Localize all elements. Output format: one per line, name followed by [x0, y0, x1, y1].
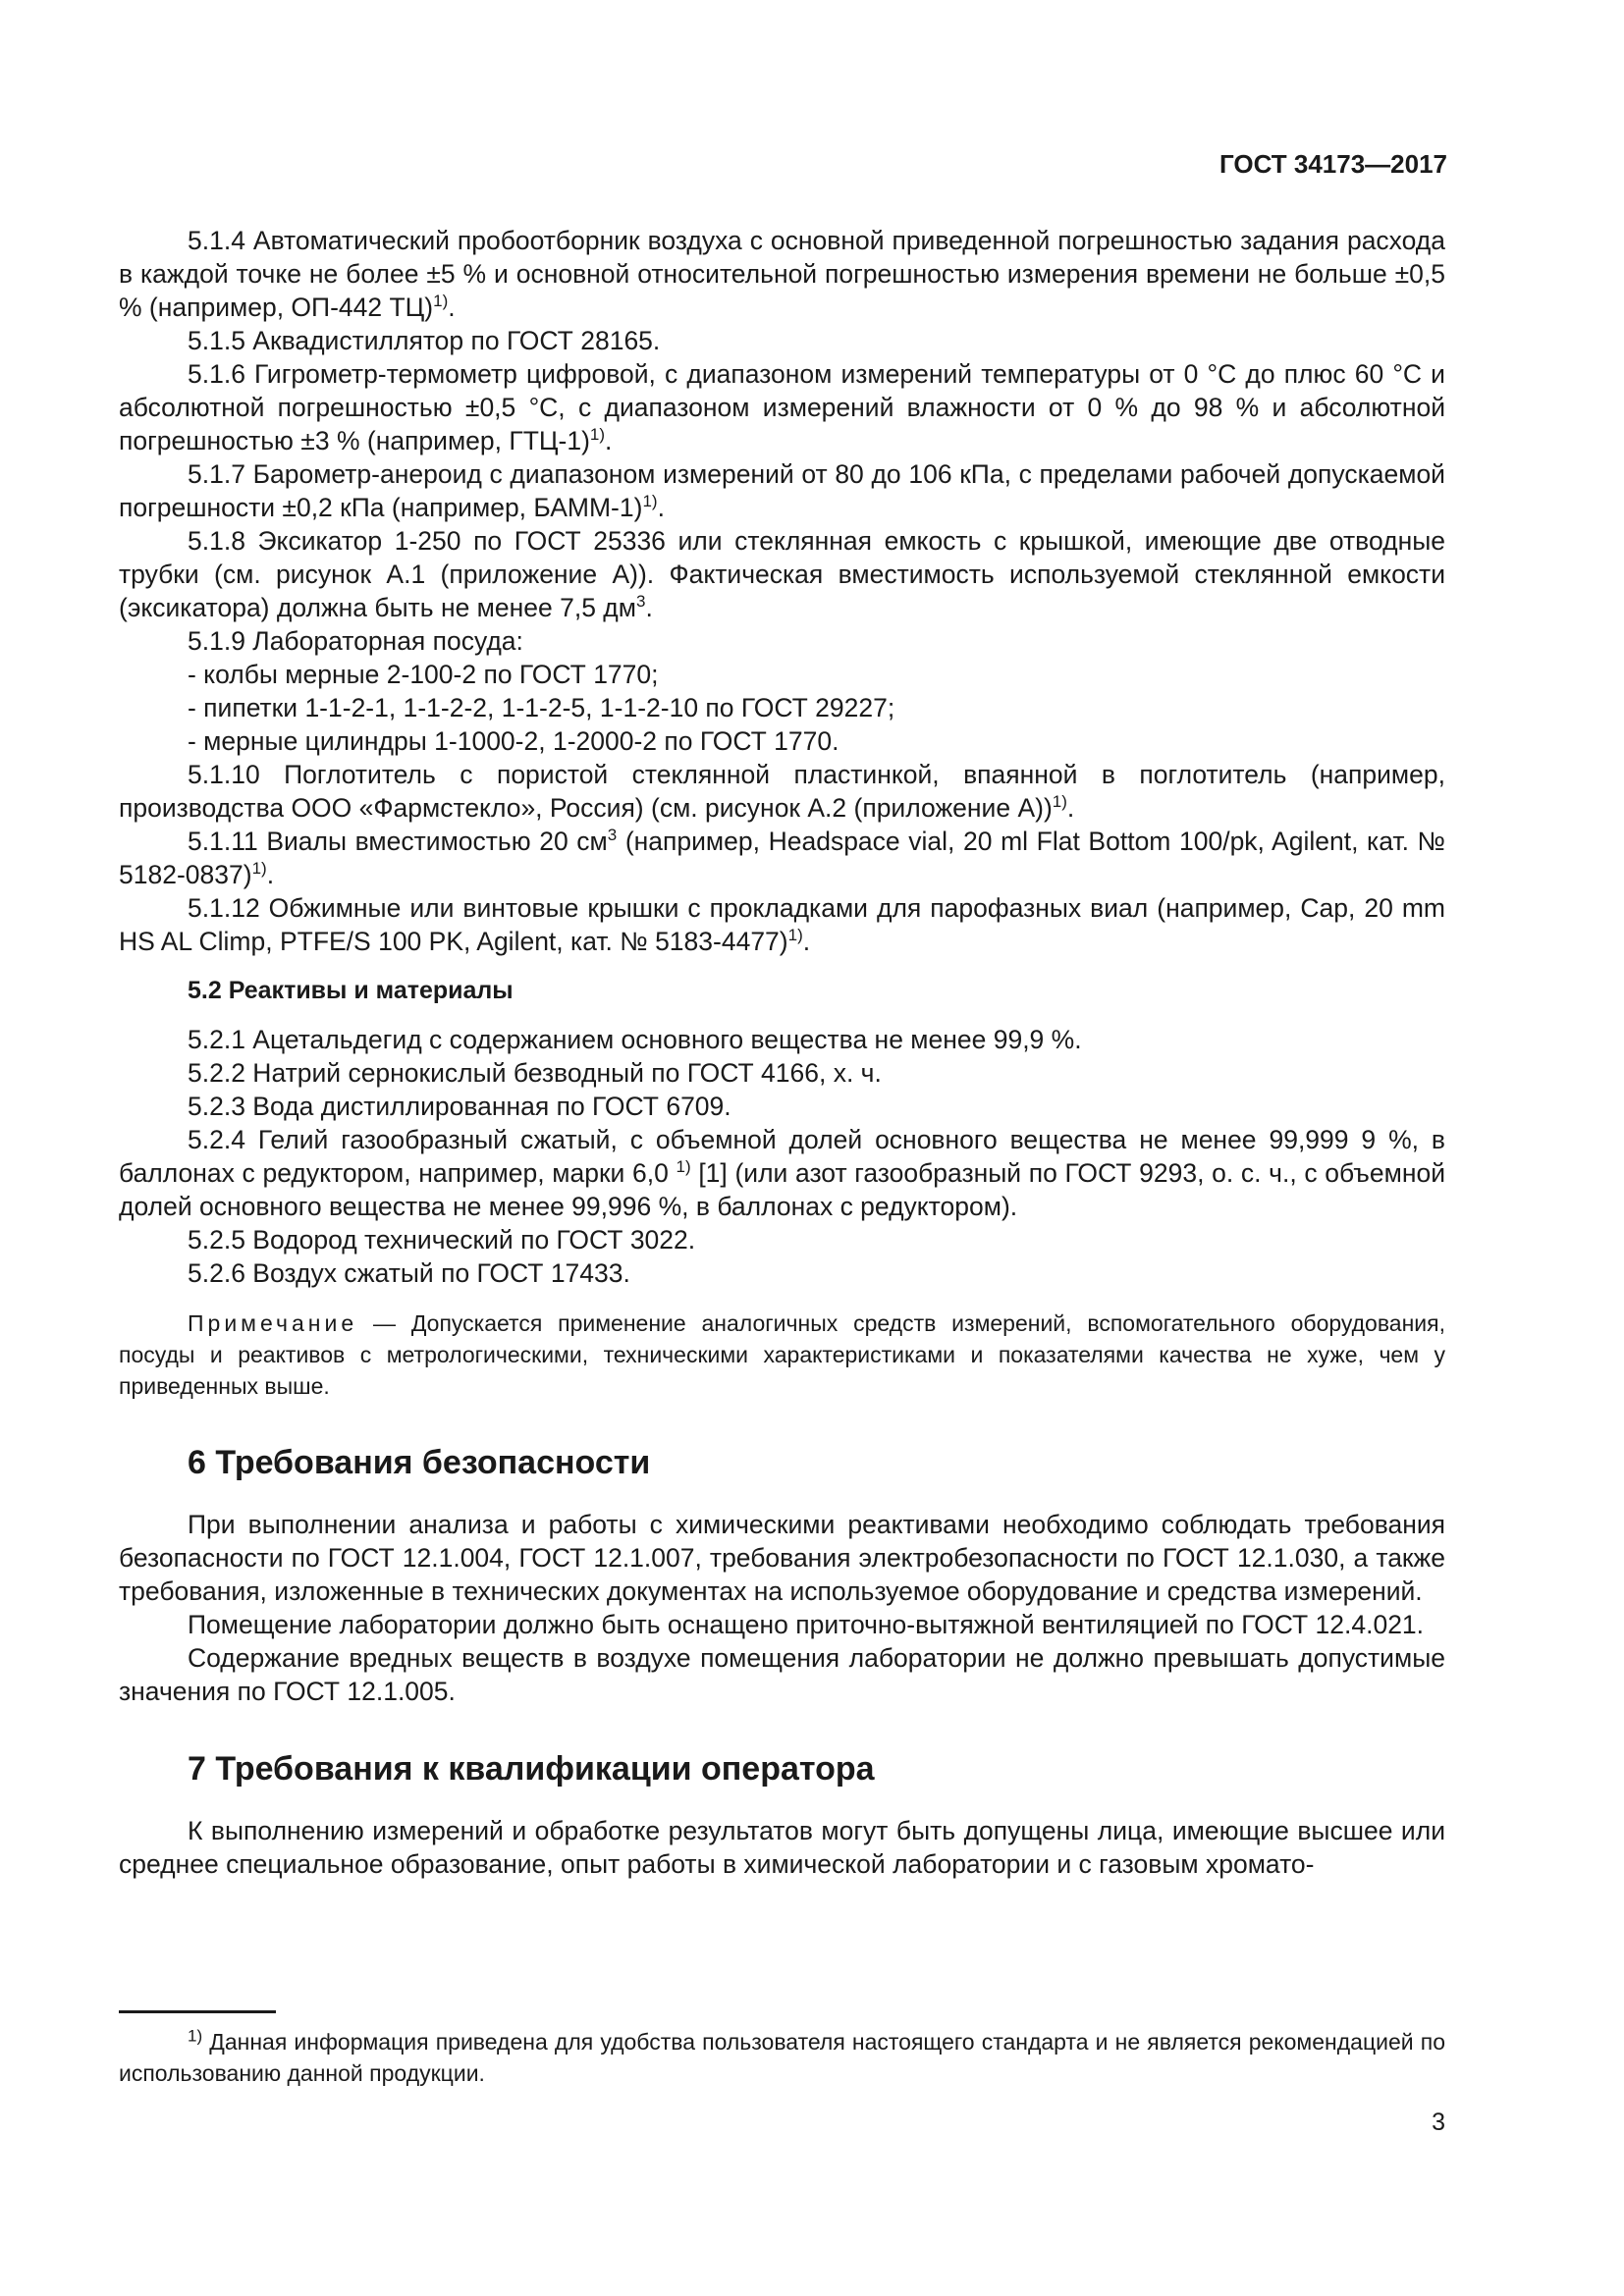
footnote — [119, 2026, 1445, 2089]
section-title-7: 7 Требования к квалификации оператора — [188, 1750, 875, 1788]
footnote-ref: 1) — [589, 425, 606, 445]
paragraph-5-1-5: 5.1.5 Аквадистиллятор по ГОСТ 28165. — [188, 326, 661, 355]
subsection-title-5-2: 5.2 Реактивы и материалы — [188, 977, 514, 1004]
document-body — [119, 224, 1445, 1881]
page-number: 3 — [1432, 2109, 1445, 2136]
list-item: - колбы мерные 2-100-2 по ГОСТ 1770; — [188, 660, 659, 689]
paragraph-5-1-12: 5.1.12 Обжимные или винтовые крышки с прокладками для парофазных виал (например, Cap, 20 mm HS AL Climp, PTFE/S 100 PK, Agilent, кат. № 5183-4477)$^{1)}$. — [119, 893, 1445, 956]
footnote-ref: 1) — [1052, 792, 1067, 812]
section-title-6: 6 Требования безопасности — [188, 1444, 651, 1481]
paragraph-5-1-6: 5.1.6 Гигрометр-термометр цифровой, с диапазоном измерений температуры от 0 °C до плюс 60 °C и абсолютной погрешностью ±0,5 °C, с диапазоном измерений влажности от 0 % до 98 % и абсолютной погрешностью ±3 % (например, ГТЦ-1)$^{1)}$. — [119, 359, 1445, 455]
paragraph-5-1-11: 5.1.11 Виалы вместимостью 20 $см^3$ (например, Headspace vial, 20 ml Flat Bottom 100/pk, Agilent, кат. № 5182-0837)$^{1)}$. — [119, 826, 1445, 889]
paragraph-5-1-9: 5.1.9 Лабораторная посуда: — [188, 626, 523, 656]
paragraph-5-2-1: 5.2.1 Ацетальдегид с содержанием основного вещества не менее 99,9 %. — [188, 1025, 1082, 1054]
paragraph-5-2-2: 5.2.2 Натрий сернокислый безводный по ГОСТ 4166, х. ч. — [188, 1058, 882, 1088]
footnote-text: Данная информация приведена для удобства пользователя настоящего стандарта и не является рекомендацией по использованию данной продукции. — [119, 2029, 1445, 2086]
footnote-ref: 1) — [642, 492, 658, 511]
paragraph-7-1: К выполнению измерений и обработке результатов могут быть допущены лица, имеющие высшее или среднее специальное образование, опыт работы в химической лаборатории и с газовым хромато- — [119, 1816, 1445, 1879]
footnote-ref: 1) — [787, 926, 803, 945]
paragraph-5-1-4: 5.1.4 Автоматический пробоотборник воздуха с основной приведенной погрешностью задания расхода в каждой точке не более ±5 % и основной относительной погрешностью измерения времени не больше ±0,5 % (например, ОП-442 ТЦ)$^{1)}$. — [119, 226, 1445, 322]
note-label: Примечание — [188, 1310, 358, 1336]
document-header: ГОСТ 34173—2017 — [1219, 149, 1447, 179]
paragraph-5-2-4: 5.2.4 Гелий газообразный сжатый, с объемной долей основного вещества не менее 99,999 9 %, в баллонах с редуктором, например, марки 6,0 $^{1)}$ [1] (или азот газообразный по ГОСТ 9293, о. с. ч., с объемной долей основного вещества не менее 99,996 %, в баллонах с редуктором). — [119, 1125, 1445, 1221]
paragraph-5-1-10: 5.1.10 Поглотитель с пористой стеклянной пластинкой, впаянной в поглотитель (например, производства ООО «Фармстекло», Россия) (см. рисунок А.2 (приложение А))$^{1)}$. — [119, 760, 1445, 823]
paragraph-5-1-7: 5.1.7 Барометр-анероид с диапазоном измерений от 80 до 106 кПа, с пределами рабочей допускаемой погрешности ±0,2 кПа (например, БАММ-1)$^{1)}$. — [119, 459, 1445, 522]
paragraph-5-2-3: 5.2.3 Вода дистиллированная по ГОСТ 6709. — [188, 1092, 731, 1121]
footnote-separator — [119, 2010, 276, 2013]
note — [119, 1308, 1445, 1402]
paragraph-6-2: Помещение лаборатории должно быть оснащено приточно-вытяжной вентиляцией по ГОСТ 12.4.021. — [188, 1610, 1425, 1639]
footnote-mark: 1) — [188, 2026, 203, 2046]
footnote-ref: 1) — [251, 859, 267, 879]
list-item: - мерные цилиндры 1-1000-2, 1-2000-2 по ГОСТ 1770. — [188, 726, 839, 756]
paragraph-5-2-5: 5.2.5 Водород технический по ГОСТ 3022. — [188, 1225, 696, 1255]
paragraph-6-3: Содержание вредных веществ в воздухе помещения лаборатории не должно превышать допустимые значения по ГОСТ 12.1.005. — [119, 1643, 1445, 1706]
footnote-ref: 1) — [676, 1157, 691, 1177]
paragraph-6-1: При выполнении анализа и работы с химическими реактивами необходимо соблюдать требования безопасности по ГОСТ 12.1.004, ГОСТ 12.1.007, требования электробезопасности по ГОСТ 12.1.030, а также требования, изложенные в технических документах на используемое оборудование и средства измерений. — [119, 1510, 1445, 1606]
note-text: — Допускается применение аналогичных средств измерений, вспомогательного оборудования, посуды и реактивов с метрологическими, техническими характеристиками и показателями качества не хуже, чем у приведенных выше. — [119, 1310, 1445, 1399]
superscript-cube: 3 — [636, 592, 646, 612]
footnote-ref: 1) — [433, 292, 449, 311]
list-item: - пипетки 1-1-2-1, 1-1-2-2, 1-1-2-5, 1-1-2-10 по ГОСТ 29227; — [188, 693, 895, 722]
superscript-cube: 3 — [607, 826, 618, 845]
paragraph-5-2-6: 5.2.6 Воздух сжатый по ГОСТ 17433. — [188, 1258, 630, 1288]
paragraph-5-1-8: 5.1.8 Эксикатор 1-250 по ГОСТ 25336 или стеклянная емкость с крышкой, имеющие две отводные трубки (см. рисунок А.1 (приложение А)). Фактическая вместимость используемой стеклянной емкости (эксикатора) должна быть не менее 7,5 $дм^3$. — [119, 526, 1445, 622]
